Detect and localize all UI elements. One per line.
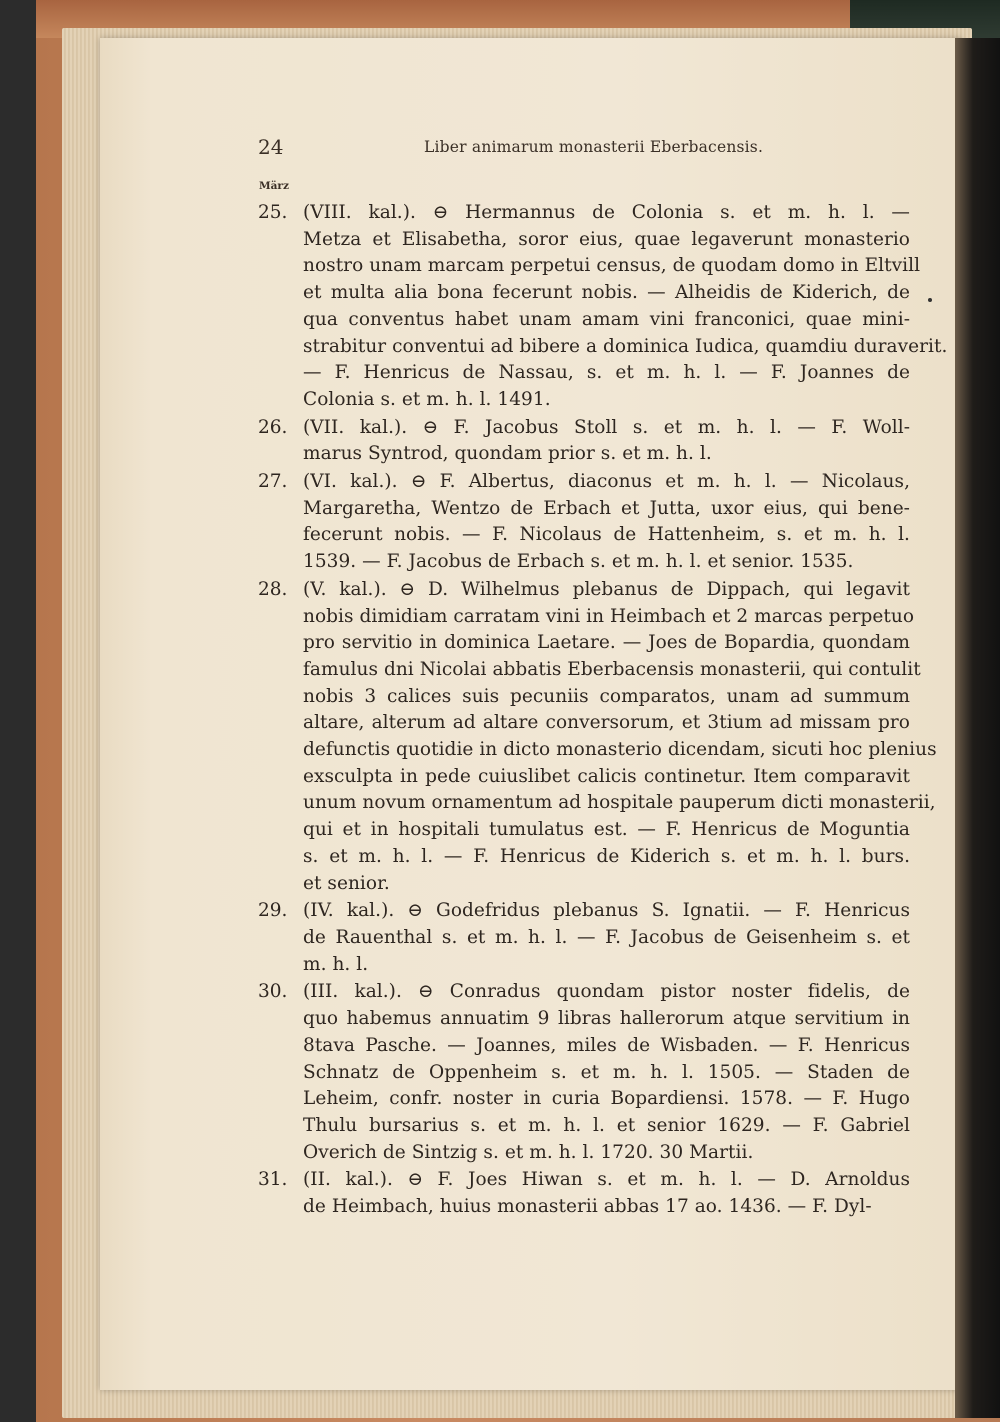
entry-line: marus Syntrod, quondam prior s. et m. h. l.	[303, 443, 712, 465]
entry-line: pro servitio in dominica Laetare. — Joes de Bopardia, quondam	[303, 632, 910, 654]
entry-line: defunctis quotidie in dicto monasterio dicendam, sicuti hoc plenius	[303, 739, 937, 761]
entry-text	[303, 1167, 910, 1220]
entry-day-number: 31.	[258, 1169, 288, 1191]
entry-text	[303, 898, 910, 978]
entry-line: de Heimbach, huius monasterii abbas 17 ao. 1436. — F. Dyl-	[303, 1196, 872, 1218]
entry-line: quo habemus annuatim 9 libras hallerorum atque servitium in	[303, 1008, 910, 1030]
entry-line: nobis dimidiam carratam vini in Heimbach et 2 marcas perpetuo	[303, 605, 915, 627]
entry-day-number: 27.	[258, 471, 288, 493]
entry-line: et multa alia bona fecerunt nobis. — Alheidis de Kiderich, de	[303, 282, 910, 304]
entry-line: fecerunt nobis. — F. Nicolaus de Hattenheim, s. et m. h. l.	[303, 524, 910, 546]
page-header	[258, 135, 908, 161]
entry-day-number: 30.	[258, 981, 288, 1003]
entry-line: Colonia s. et m. h. l. 1491.	[303, 388, 551, 410]
entry-line: de Rauenthal s. et m. h. l. — F. Jacobus de Geisenheim s. et	[303, 926, 910, 948]
entry-line: qui et in hospitali tumulatus est. — F. Henricus de Moguntia	[303, 819, 910, 841]
entry-line: (V. kal.). ⊖ D. Wilhelmus plebanus de Dippach, qui legavit	[303, 578, 910, 600]
entry-day-number: 25.	[258, 202, 288, 223]
entry-text	[303, 200, 948, 414]
entry-line: famulus dni Nicolai abbatis Eberbacensis monasterii, qui contulit	[303, 658, 921, 680]
calendar-entry	[258, 1167, 910, 1220]
page-number: 24	[258, 135, 284, 159]
calendar-entry	[258, 898, 910, 978]
calendar-entry	[258, 469, 910, 576]
entry-day-number: 26.	[258, 416, 288, 438]
calendar-entry	[258, 415, 910, 468]
book-gutter	[955, 38, 1000, 1418]
entry-line: exsculpta in pede cuiuslibet calicis continetur. Item comparavit	[303, 765, 910, 787]
entry-line: — F. Henricus de Nassau, s. et m. h. l. — F. Joannes de	[303, 362, 910, 384]
entry-line: Metza et Elisabetha, soror eius, quae legaverunt monasterio	[303, 228, 910, 250]
entry-line: (VIII. kal.). ⊖ Hermannus de Colonia s. et m. h. l. —	[303, 202, 910, 223]
entry-line: m. h. l.	[303, 953, 369, 975]
entry-line: unum novum ornamentum ad hospitale pauperum dicti monasterii,	[303, 792, 936, 814]
entry-line: (III. kal.). ⊖ Conradus quondam pistor noster fidelis, de	[303, 981, 910, 1003]
entry-line: 1539. — F. Jacobus de Erbach s. et m. h. l. et senior. 1535.	[303, 551, 854, 573]
calendar-entry	[258, 979, 910, 1166]
entry-line: nobis 3 calices suis pecuniis comparatos, unam ad summum	[303, 685, 910, 707]
entry-line: qua conventus habet unam amam vini franconici, quae mini-	[303, 308, 910, 330]
entry-line: Leheim, confr. noster in curia Bopardiensi. 1578. — F. Hugo	[303, 1088, 910, 1110]
calendar-entry	[258, 577, 937, 897]
entry-line: Schnatz de Oppenheim s. et m. h. l. 1505. — Staden de	[303, 1061, 910, 1083]
entry-line: nostro unam marcam perpetui census, de quodam domo in Eltvill	[303, 255, 921, 277]
margin-mark	[928, 298, 932, 302]
month-label: März	[259, 180, 289, 192]
entry-text	[303, 469, 910, 576]
entry-line: strabitur conventui ad bibere a dominica Iudica, quamdiu duraverit.	[303, 335, 948, 357]
running-title: Liber animarum monasterii Eberbacensis.	[424, 138, 764, 156]
entry-line: (VI. kal.). ⊖ F. Albertus, diaconus et m. h. l. — Nicolaus,	[303, 471, 910, 493]
entry-line: (VII. kal.). ⊖ F. Jacobus Stoll s. et m. h. l. — F. Woll-	[303, 416, 910, 438]
calendar-entry	[258, 200, 948, 414]
entry-line: et senior.	[303, 872, 390, 894]
entry-text	[303, 577, 937, 897]
entry-line: (IV. kal.). ⊖ Godefridus plebanus S. Ignatii. — F. Henricus	[303, 900, 910, 922]
entry-text	[303, 415, 910, 468]
entry-line: Margaretha, Wentzo de Erbach et Jutta, uxor eius, qui bene-	[303, 497, 910, 519]
entry-day-number: 28.	[258, 578, 288, 600]
entry-line: Overich de Sintzig s. et m. h. l. 1720. 30 Martii.	[303, 1141, 754, 1163]
calendar-entries	[258, 200, 948, 1222]
entry-day-number: 29.	[258, 900, 288, 922]
entry-line: Thulu bursarius s. et m. h. l. et senior 1629. — F. Gabriel	[303, 1114, 910, 1136]
entry-line: (II. kal.). ⊖ F. Joes Hiwan s. et m. h. l. — D. Arnoldus	[303, 1169, 910, 1191]
entry-line: s. et m. h. l. — F. Henricus de Kiderich s. et m. h. l. burs.	[303, 845, 910, 867]
entry-line: 8tava Pasche. — Joannes, miles de Wisbaden. — F. Henricus	[303, 1034, 910, 1056]
entry-line: altare, alterum ad altare conversorum, et 3tium ad missam pro	[303, 712, 910, 734]
entry-text	[303, 979, 910, 1166]
